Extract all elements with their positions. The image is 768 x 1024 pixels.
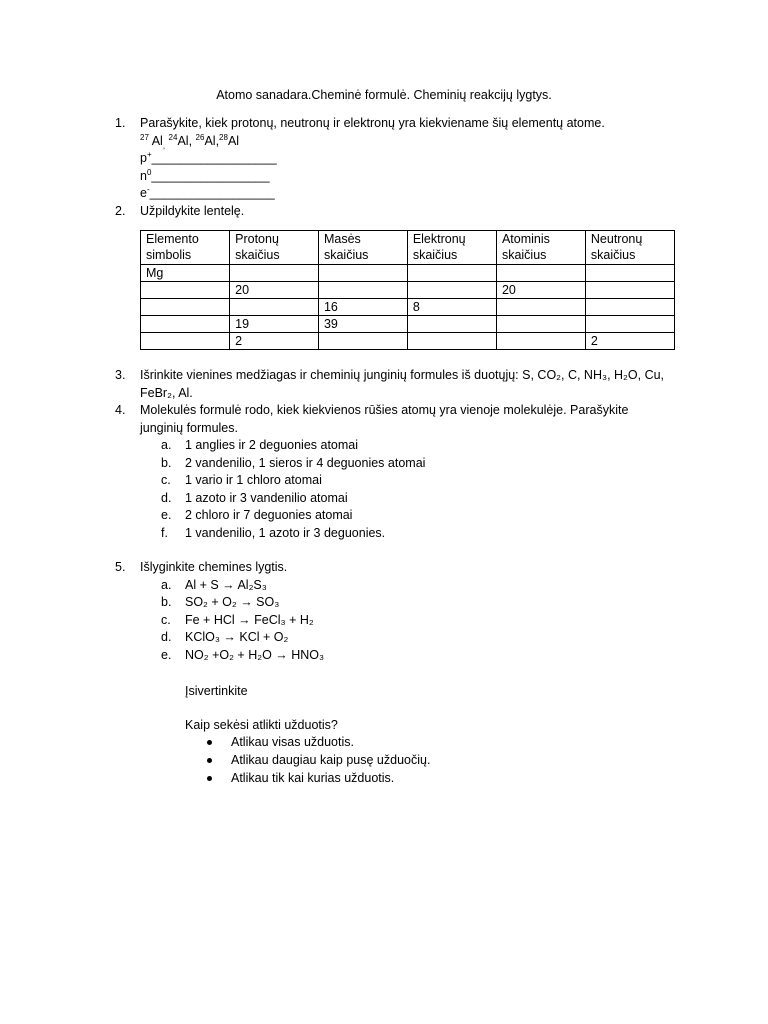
table-cell[interactable]: 20: [496, 282, 585, 299]
list-item: Atlikau daugiau kaip pusę užduočių.: [185, 752, 685, 770]
table-cell[interactable]: [407, 265, 496, 282]
table-header-cell: Atominis skaičius: [496, 231, 585, 265]
table-row: [141, 299, 675, 316]
table-cell[interactable]: [230, 299, 319, 316]
question-number: 1.: [115, 116, 126, 130]
self-evaluation: [185, 683, 685, 788]
table-cell[interactable]: [141, 316, 230, 333]
table-cell[interactable]: [496, 265, 585, 282]
list-item: a. 1 anglies ir 2 deguonies atomai: [161, 438, 359, 452]
question-5: [115, 559, 695, 664]
table-cell[interactable]: [407, 282, 496, 299]
answer-line-neutrons[interactable]: $n^0\_\_\_\_\_\_\_\_\_\_\_\_\_\_\_\_\_$: [140, 167, 270, 183]
table-cell[interactable]: [407, 316, 496, 333]
table-cell[interactable]: [496, 299, 585, 316]
table-cell[interactable]: [585, 265, 674, 282]
table-cell[interactable]: [141, 299, 230, 316]
table-row: [141, 282, 675, 299]
self-eval-heading: Įsivertinkite: [185, 684, 248, 698]
formula-task-list: [161, 437, 695, 542]
self-eval-options: [185, 734, 685, 788]
list-item: Atlikau tik kai kurias užduotis.: [185, 770, 685, 788]
list-item: c. Fe + HCl → FeCl₃ + H₂: [161, 612, 314, 627]
question-text: Išrinkite vienines medžiagas ir cheminių junginių formules iš duotųjų: S, CO₂, C, NH₃, H₂O, Cu,: [140, 368, 665, 382]
question-text-cont: junginių formules.: [140, 420, 238, 435]
list-item: f. 1 vandenilio, 1 azoto ir 3 deguonies.: [161, 525, 386, 540]
table-cell[interactable]: [141, 282, 230, 299]
table-cell[interactable]: [496, 333, 585, 350]
list-item: d. 1 azoto ir 3 vandenilio atomai: [161, 490, 348, 505]
bullet-icon: [207, 776, 212, 781]
isotope: $^{24}$Al,: [168, 132, 196, 148]
bullet-icon: [207, 758, 212, 763]
bullet-icon: [207, 740, 212, 745]
question-number: 4.: [115, 403, 126, 417]
list-item: b. SO₂ + O₂ → SO₃: [161, 595, 280, 609]
table-cell[interactable]: [318, 333, 407, 350]
question-text: Užpildykite lentelę.: [140, 204, 245, 218]
list-item: Atlikau visas užduotis.: [185, 734, 685, 752]
isotope: $^{27}$ $Al_,$: [140, 132, 166, 150]
element-table: [140, 230, 675, 350]
table-row: [141, 265, 675, 282]
question-number: 5.: [115, 560, 126, 574]
question-text-cont: FeBr₂, Al.: [140, 385, 193, 400]
question-4: [115, 402, 695, 542]
table-header-cell: Masės skaičius: [318, 231, 407, 265]
question-number: 2.: [115, 204, 126, 218]
list-item: d. KClO₃ → KCl + O₂: [161, 630, 289, 644]
question-number: 3.: [115, 368, 126, 382]
table-cell[interactable]: [318, 265, 407, 282]
table-cell[interactable]: [318, 282, 407, 299]
table-cell[interactable]: 19: [230, 316, 319, 333]
table-cell[interactable]: 2: [585, 333, 674, 350]
question-text: Išlyginkite chemines lygtis.: [140, 560, 288, 574]
question-text: Molekulės formulė rodo, kiek kiekvienos rūšies atomų yra vienoje molekulėje. Parašykite: [140, 403, 629, 417]
table-cell[interactable]: 2: [230, 333, 319, 350]
table-header-cell: Neutronų skaičius: [585, 231, 674, 265]
question-2: [115, 203, 695, 221]
isotope: $^{28}$Al: [219, 132, 240, 148]
table-cell[interactable]: [585, 316, 674, 333]
table-header-cell: Elemento simbolis: [141, 231, 230, 265]
table-header-cell: Protonų skaičius: [230, 231, 319, 265]
question-1: [115, 115, 695, 203]
table-cell[interactable]: [585, 282, 674, 299]
list-item: c. 1 vario ir 1 chloro atomai: [161, 473, 322, 487]
self-eval-question: Kaip sekėsi atlikti užduotis?: [185, 717, 338, 732]
table-cell[interactable]: 8: [407, 299, 496, 316]
list-item: e. 2 chloro ir 7 deguonies atomai: [161, 508, 353, 522]
table-row: [141, 316, 675, 333]
table-row: [141, 333, 675, 350]
list-item: e. NO₂ +O₂ + H₂O → HNO₃: [161, 647, 325, 662]
table-header-row: [141, 231, 675, 265]
table-cell[interactable]: [585, 299, 674, 316]
table-cell[interactable]: [496, 316, 585, 333]
isotope: $^{26}$Al,: [195, 132, 220, 148]
table-header-cell: Elektronų skaičius: [407, 231, 496, 265]
table-cell[interactable]: [141, 333, 230, 350]
table-cell[interactable]: [230, 265, 319, 282]
list-item: a. Al + S → Al₂S₃: [161, 577, 267, 592]
answer-line-protons[interactable]: p+__________________: [140, 149, 277, 165]
equation-list: [161, 577, 695, 665]
table-cell[interactable]: Mg: [141, 265, 230, 282]
list-item: b. 2 vandenilio, 1 sieros ir 4 deguonies atomai: [161, 455, 426, 470]
table-cell[interactable]: 39: [318, 316, 407, 333]
answer-line-electrons[interactable]: e-__________________: [140, 184, 275, 200]
table-cell[interactable]: [407, 333, 496, 350]
table-cell[interactable]: 20: [230, 282, 319, 299]
question-3: [115, 367, 695, 402]
table-cell[interactable]: 16: [318, 299, 407, 316]
isotope-list: [140, 133, 695, 151]
document-title: Atomo sanadara.Cheminė formulė. Cheminių reakcijų lygtys.: [216, 88, 552, 102]
question-text: Parašykite, kiek protonų, neutronų ir elektronų yra kiekviename šių elementų atome.: [140, 116, 605, 130]
